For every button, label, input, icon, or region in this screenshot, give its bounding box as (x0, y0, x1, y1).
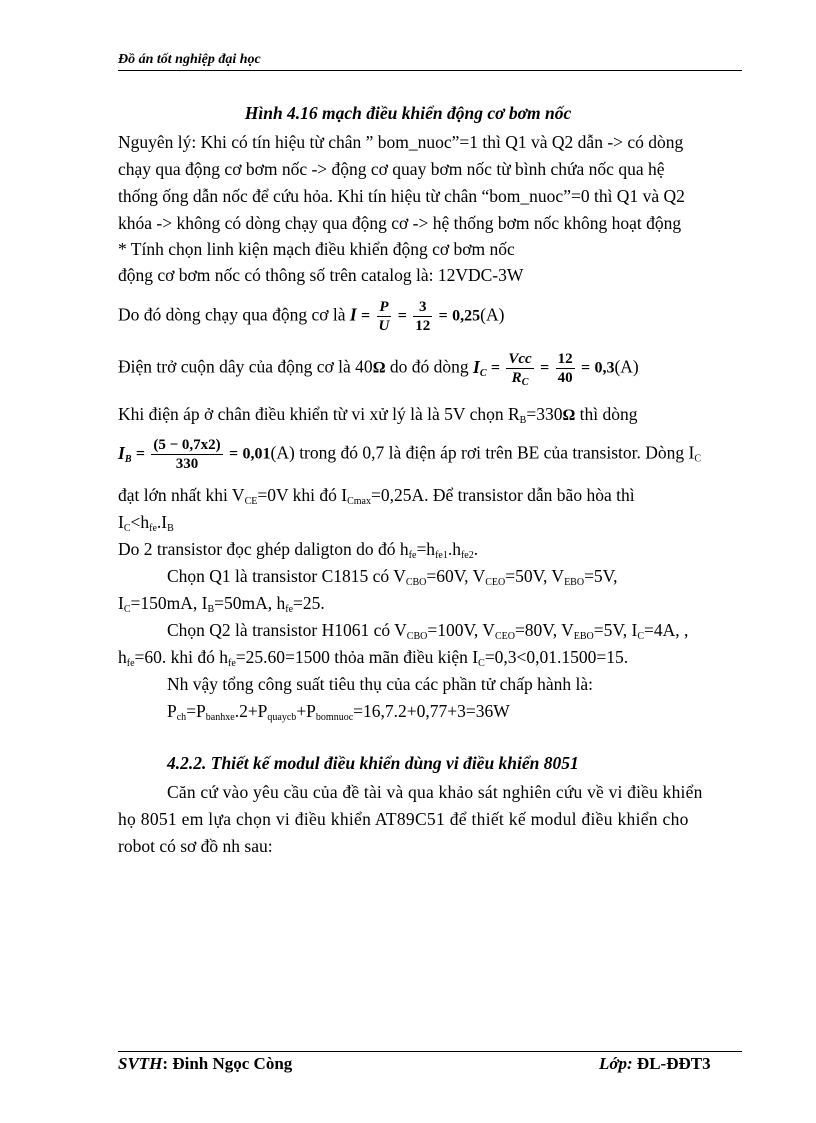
text-line: $h_{fe}=60$. khi đó $h_{fe}=25.60=1500$ thỏa mãn điều kiện $I_C=0,3<0,01.1500=15$. (118, 647, 629, 669)
equals-sign: = (540, 359, 550, 377)
formula-result: 0,01 (242, 445, 271, 463)
paragraph-line: robot có sơ đồ nh sau: (118, 836, 273, 856)
text-run: Do đó dòng chạy qua động cơ là (118, 304, 346, 325)
section-title: 4.2.2. Thiết kế modul điều khiển dùng vi điều khiển 8051 (167, 753, 579, 773)
text-line: Do 2 transistor đọc ghép daligton do đó $h_{fe}=h_{fe1}.h_{fe2}$. (118, 539, 479, 561)
class-label: Lớp: (599, 1054, 633, 1073)
numerator: Vcc (508, 351, 532, 367)
text-line: Khi điện áp ở chân điều khiển từ vi xử lý là là 5V chọn $R_B=330\Omega$ thì dòng (118, 404, 638, 426)
text-line: * Tính chọn linh kiện mạch điều khiển động cơ bơm nốc (118, 239, 515, 259)
fraction (151, 436, 222, 473)
svth-name: : Đinh Ngọc Còng (162, 1054, 293, 1073)
page-header-title: Đồ án tốt nghiệp đại học (118, 52, 261, 67)
text-line: $I_C=150mA$, $I_B=50mA$, $h_{fe}=25$. (118, 593, 325, 615)
equals-sign: = (361, 307, 371, 325)
class-value: ĐL-ĐĐT3 (632, 1054, 711, 1073)
footer-class (599, 1054, 711, 1074)
text-line: động cơ bơm nốc có thông số trên catalog là: 12VDC-3W (118, 265, 524, 285)
equals-sign: = (438, 307, 448, 325)
text-line: Chọn Q1 là transistor C1815 có $V_{CBO}=60V$, $V_{CEO}=50V$, $V_{EBO}=5V$, (167, 566, 618, 588)
numerator: 12 (557, 351, 573, 367)
unit: (A) (480, 304, 505, 325)
text-line: thống ống dẫn nốc để cứu hỏa. Khi tín hiệu từ chân “bom_nuoc”=0 thì Q1 và Q2 (118, 186, 685, 206)
equals-sign: = (490, 359, 500, 377)
formula-var: $I_C$ (473, 356, 487, 379)
formula-line-1 (118, 298, 504, 335)
denominator: 330 (175, 456, 199, 472)
equals-sign: = (580, 359, 591, 377)
denominator: 12 (415, 318, 431, 334)
paragraph-line: Căn cứ vào yêu cầu của đề tài và qua khảo sát nghiên cứu về vi điều khiển (167, 782, 703, 802)
formula-result: 0,25 (452, 307, 481, 325)
fraction (377, 298, 392, 335)
formula-line-3: $I_B$ = $\frac{(5 - 0,7x2)}{330}$ = 0,01(A) trong đó 0,7 là điện áp rơi trên BE của transistor. Dòng $I_C$ (118, 437, 702, 472)
text-line: chạy qua động cơ bơm nốc -> động cơ quay bơm nốc từ bình chứa nốc qua hệ (118, 159, 665, 179)
paragraph-line: họ 8051 em lựa chọn vi điều khiển AT89C51 để thiết kế modul điều khiển cho (118, 809, 689, 829)
denominator: U (378, 318, 390, 334)
formula-var: I (349, 304, 357, 325)
equals-sign: = (135, 445, 145, 463)
text-line: Nguyên lý: Khi có tín hiệu từ chân ” bom_nuoc”=1 thì Q1 và Q2 dẫn -> có dòng (118, 132, 684, 152)
fraction (556, 350, 575, 387)
footer-student (118, 1054, 292, 1074)
text-run: do đó dòng (389, 356, 469, 377)
equals-sign: = (229, 445, 239, 463)
denominator: 40 (557, 370, 573, 386)
text-run: Điện trở cuộn dây của động cơ là 40 (118, 356, 373, 377)
figure-caption: Hình 4.16 mạch điều khiển động cơ bơm nốc (244, 103, 572, 123)
text-line: đạt lớn nhất khi $V_{CE}=0V$ khi đó $I_{Cmax}=0,25A$. Để transistor dẫn bão hòa thì (118, 485, 635, 507)
text-line: $I_C<h_{fe}.I_B$ (118, 512, 174, 534)
text-line: khóa -> không có dòng chạy qua động cơ -> hệ thống bơm nốc không hoạt động (118, 213, 682, 233)
ohm-symbol: Ω (562, 407, 576, 424)
numerator: 3 (413, 298, 432, 317)
footer-rule (118, 1051, 742, 1052)
fraction (506, 350, 533, 387)
text-line: Chọn Q2 là transistor H1061 có $V_{CBO}=100V$, $V_{CEO}=80V$, $V_{EBO}=5V$, $I_C=4A$, , (167, 620, 689, 642)
formula-var: $I_B$ (118, 442, 132, 465)
svth-label: SVTH (118, 1054, 163, 1073)
formula-result: 0,3 (594, 359, 615, 377)
numerator: (5 − 0,7x2) (153, 437, 221, 453)
header-rule (118, 70, 742, 71)
formula-line-2 (118, 350, 639, 387)
numerator: P (377, 298, 392, 317)
unit: (A) (614, 356, 639, 377)
fraction (413, 298, 432, 335)
denominator: $R_C$ (511, 370, 529, 388)
text-line: Nh vậy tổng công suất tiêu thụ của các phần tử chấp hành là: (167, 674, 593, 694)
text-line: $P_{ch}=P_{banhxe}.2+P_{quaycb}+P_{bomnuoc}=16,7.2+0,77+3=36W$ (167, 701, 510, 723)
equals-sign: = (397, 307, 407, 325)
ohm-symbol: Ω (372, 359, 386, 377)
